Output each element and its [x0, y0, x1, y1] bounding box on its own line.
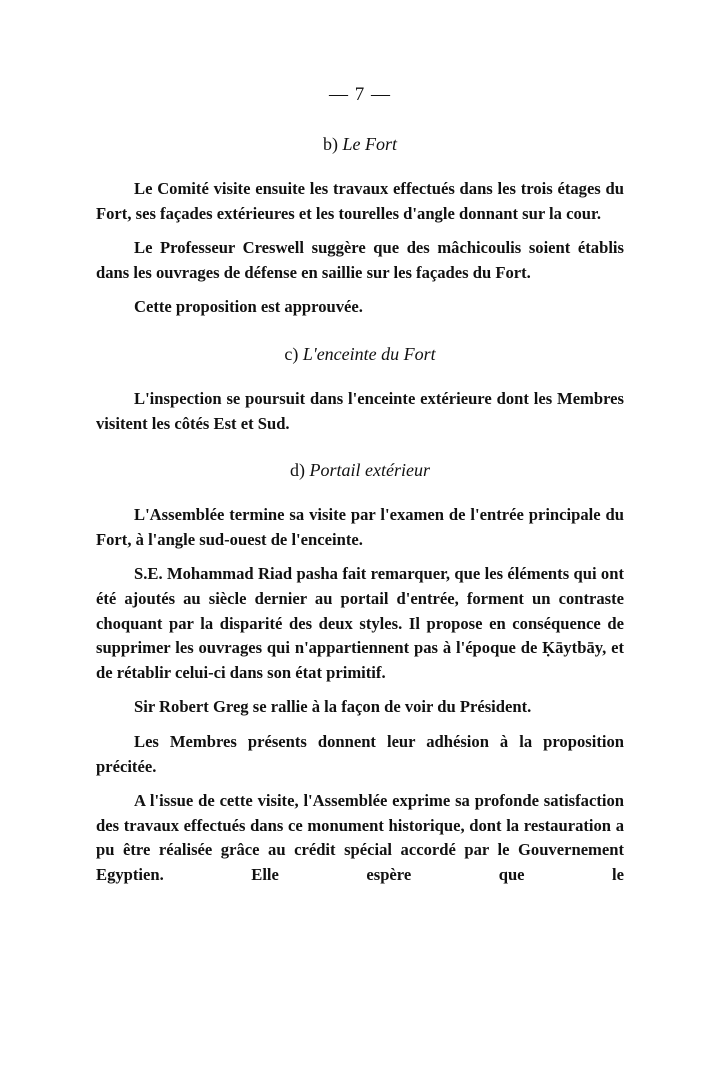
paragraph: A l'issue de cette visite, l'Assemblée exprime sa profonde satisfaction des travaux effectués dans ce monument historique, dont la restauration a pu être réalisée grâce au crédit spécial accordé par le Gouvernement Egyptien. Elle espère que le: [96, 791, 624, 884]
paragraph: Le Professeur Creswell suggère que des mâchicoulis soient établis dans les ouvrages de défense en saillie sur les façades du Fort.: [96, 238, 624, 282]
paragraph: Le Comité visite ensuite les travaux effectués dans les trois étages du Fort, ses façades extérieures et les tourelles d'angle donnant sur la cour.: [96, 179, 624, 223]
page-number: — 7 —: [329, 84, 391, 105]
paragraph: L'Assemblée termine sa visite par l'examen de l'entrée principale du Fort, à l'angle sud-ouest de l'enceinte.: [96, 505, 624, 549]
paragraph: Les Membres présents donnent leur adhésion à la proposition précitée.: [96, 731, 624, 776]
section-letter: d): [290, 460, 305, 481]
document-page: [96, 84, 624, 887]
section-title: Portail extérieur: [309, 460, 430, 481]
section-letter: c): [284, 343, 299, 364]
section-title: Le Fort: [342, 134, 397, 154]
paragraph: S.E. Mohammad Riad pasha fait remarquer, que les éléments qui ont été ajoutés au siècle dernier au portail d'entrée, forment un contraste choquant par la disparité des deux styles. Il propose en conséquence de supprimer les ouvrages qui n'appartiennent pas à l'époque de Ḳāytbāy, et de rétablir celui-ci dans son état primitif.: [96, 564, 624, 682]
section-letter: b): [322, 134, 338, 154]
section-heading-enceinte: [96, 344, 624, 365]
paragraph: Cette proposition est approuvée.: [134, 297, 363, 317]
section-title: L'enceinte du Fort: [302, 343, 436, 364]
paragraph: Sir Robert Greg se rallie à la façon de voir du Président.: [134, 697, 532, 717]
section-heading-le-fort: [96, 134, 624, 155]
paragraph: L'inspection se poursuit dans l'enceinte extérieure dont les Membres visitent les côtés Est et Sud.: [96, 388, 624, 433]
section-heading-portail: [96, 460, 624, 481]
